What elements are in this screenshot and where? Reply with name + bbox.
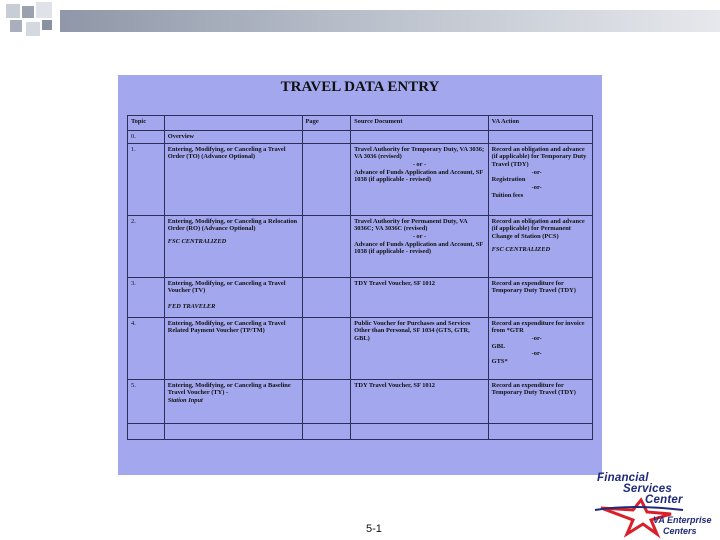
table-row [128, 317, 593, 379]
row-description [164, 215, 302, 277]
row-action [488, 215, 592, 277]
row-description: Overview [164, 131, 302, 144]
table-row [128, 277, 593, 317]
row-number [128, 423, 165, 439]
table-row [128, 215, 593, 277]
header-topic: Topic [128, 116, 165, 131]
row-page [302, 215, 351, 277]
source-line: Advance of Funds Application and Account, SF 1038 (if applicable - revised) [354, 240, 483, 256]
row-number: 5. [128, 379, 165, 423]
logo-line-financial: Financial [597, 472, 649, 484]
table-row [128, 143, 593, 215]
row-number: 2. [128, 215, 165, 277]
action-or: -or- [531, 350, 542, 358]
action-or: -or- [531, 168, 542, 176]
document-title: TRAVEL DATA ENTRY [280, 79, 440, 95]
description-line: Entering, Modifying, or Canceling a Baseline Travel Voucher (TY) - [167, 381, 291, 397]
description-line: Entering, Modifying, or Canceling a Relocation Order (RO) (Advance Optional) [167, 217, 298, 233]
travel-data-entry-document [118, 75, 602, 475]
action-line: Registration [491, 176, 526, 184]
header-source-document: Source Document [351, 116, 489, 131]
fsc-logo [593, 470, 720, 540]
decor-square [42, 20, 52, 30]
decor-square [26, 22, 40, 36]
action-or: -or- [531, 335, 542, 343]
row-action [488, 423, 592, 439]
row-action [488, 131, 592, 144]
decor-gradient-bar [60, 10, 720, 32]
row-source [351, 143, 489, 215]
row-page [302, 423, 351, 439]
source-line: Travel Authority for Temporary Duty, VA 3036; VA 3036 (revised) [354, 145, 485, 161]
source-or: - or - [412, 161, 427, 169]
top-decorative-band [0, 0, 720, 48]
row-source: TDY Travel Voucher, SF 1012 [351, 277, 489, 317]
action-note: FSC CENTRALIZED [491, 245, 551, 253]
logo-line-center: Center [645, 494, 683, 506]
decor-square [22, 6, 34, 18]
source-line: Advance of Funds Application and Account, SF 1038 (if applicable - revised) [354, 168, 483, 184]
source-line: Travel Authority for Permanent Duty, VA 3036C; VA 3036C (revised) [354, 217, 468, 233]
table-row [128, 379, 593, 423]
decor-square [10, 20, 22, 32]
row-page [302, 277, 351, 317]
row-page [302, 317, 351, 379]
description-note: FED TRAVELER [167, 303, 216, 311]
table-header-row [128, 116, 593, 131]
description-line: Entering, Modifying, or Canceling a Travel Voucher (TV) [167, 279, 286, 295]
table-row [128, 131, 593, 144]
row-source [351, 215, 489, 277]
header-topic-desc [164, 116, 302, 131]
row-number: 4. [128, 317, 165, 379]
source-or: - or - [412, 233, 427, 241]
travel-data-table [127, 115, 593, 440]
page-number: 5-1 [366, 523, 382, 535]
row-action [488, 317, 592, 379]
decor-square [36, 2, 52, 18]
row-number: 0. [128, 131, 165, 144]
row-description: Entering, Modifying, or Canceling a Travel Order (TO) (Advance Optional) [164, 143, 302, 215]
action-or: -or- [531, 184, 542, 192]
row-page [302, 379, 351, 423]
action-line: Tuition fees [491, 191, 524, 199]
description-note: FSC CENTRALIZED [167, 238, 227, 246]
row-page [302, 143, 351, 215]
logo-line-services: Services [623, 483, 672, 495]
table-row [128, 423, 593, 439]
row-number: 1. [128, 143, 165, 215]
row-source: TDY Travel Voucher, SF 1012 [351, 379, 489, 423]
row-action [488, 143, 592, 215]
row-description [164, 277, 302, 317]
action-line: Record an obligation and advance (if applicable) for Permanent Change of Station (PCS) [491, 217, 585, 241]
action-line: Record an expenditure for invoice from *GTR [491, 319, 585, 335]
row-source [351, 131, 489, 144]
row-number: 3. [128, 277, 165, 317]
row-action: Record an expenditure for Temporary Duty Travel (TDY) [488, 379, 592, 423]
logo-line-va-enterprise: VA Enterprise [653, 515, 712, 525]
row-description [164, 423, 302, 439]
row-source [351, 423, 489, 439]
action-line: GTS* [491, 358, 508, 366]
row-action: Record an expenditure for Temporary Duty Travel (TDY) [488, 277, 592, 317]
header-page: Page [302, 116, 351, 131]
row-page [302, 131, 351, 144]
action-line: Record an obligation and advance (if applicable) for Temporary Duty Travel (TDY) [491, 145, 587, 169]
row-source: Public Voucher for Purchases and Services Other than Personal, SF 1034 (GTS, GTR, GBL) [351, 317, 489, 379]
logo-line-centers: Centers [663, 526, 697, 536]
header-va-action: VA Action [488, 116, 592, 131]
description-note: Station Input [167, 397, 203, 405]
decor-square [6, 4, 20, 18]
row-description: Entering, Modifying, or Canceling a Travel Related Payment Voucher (TP/TM) [164, 317, 302, 379]
action-line: GBL [491, 342, 506, 350]
row-description [164, 379, 302, 423]
